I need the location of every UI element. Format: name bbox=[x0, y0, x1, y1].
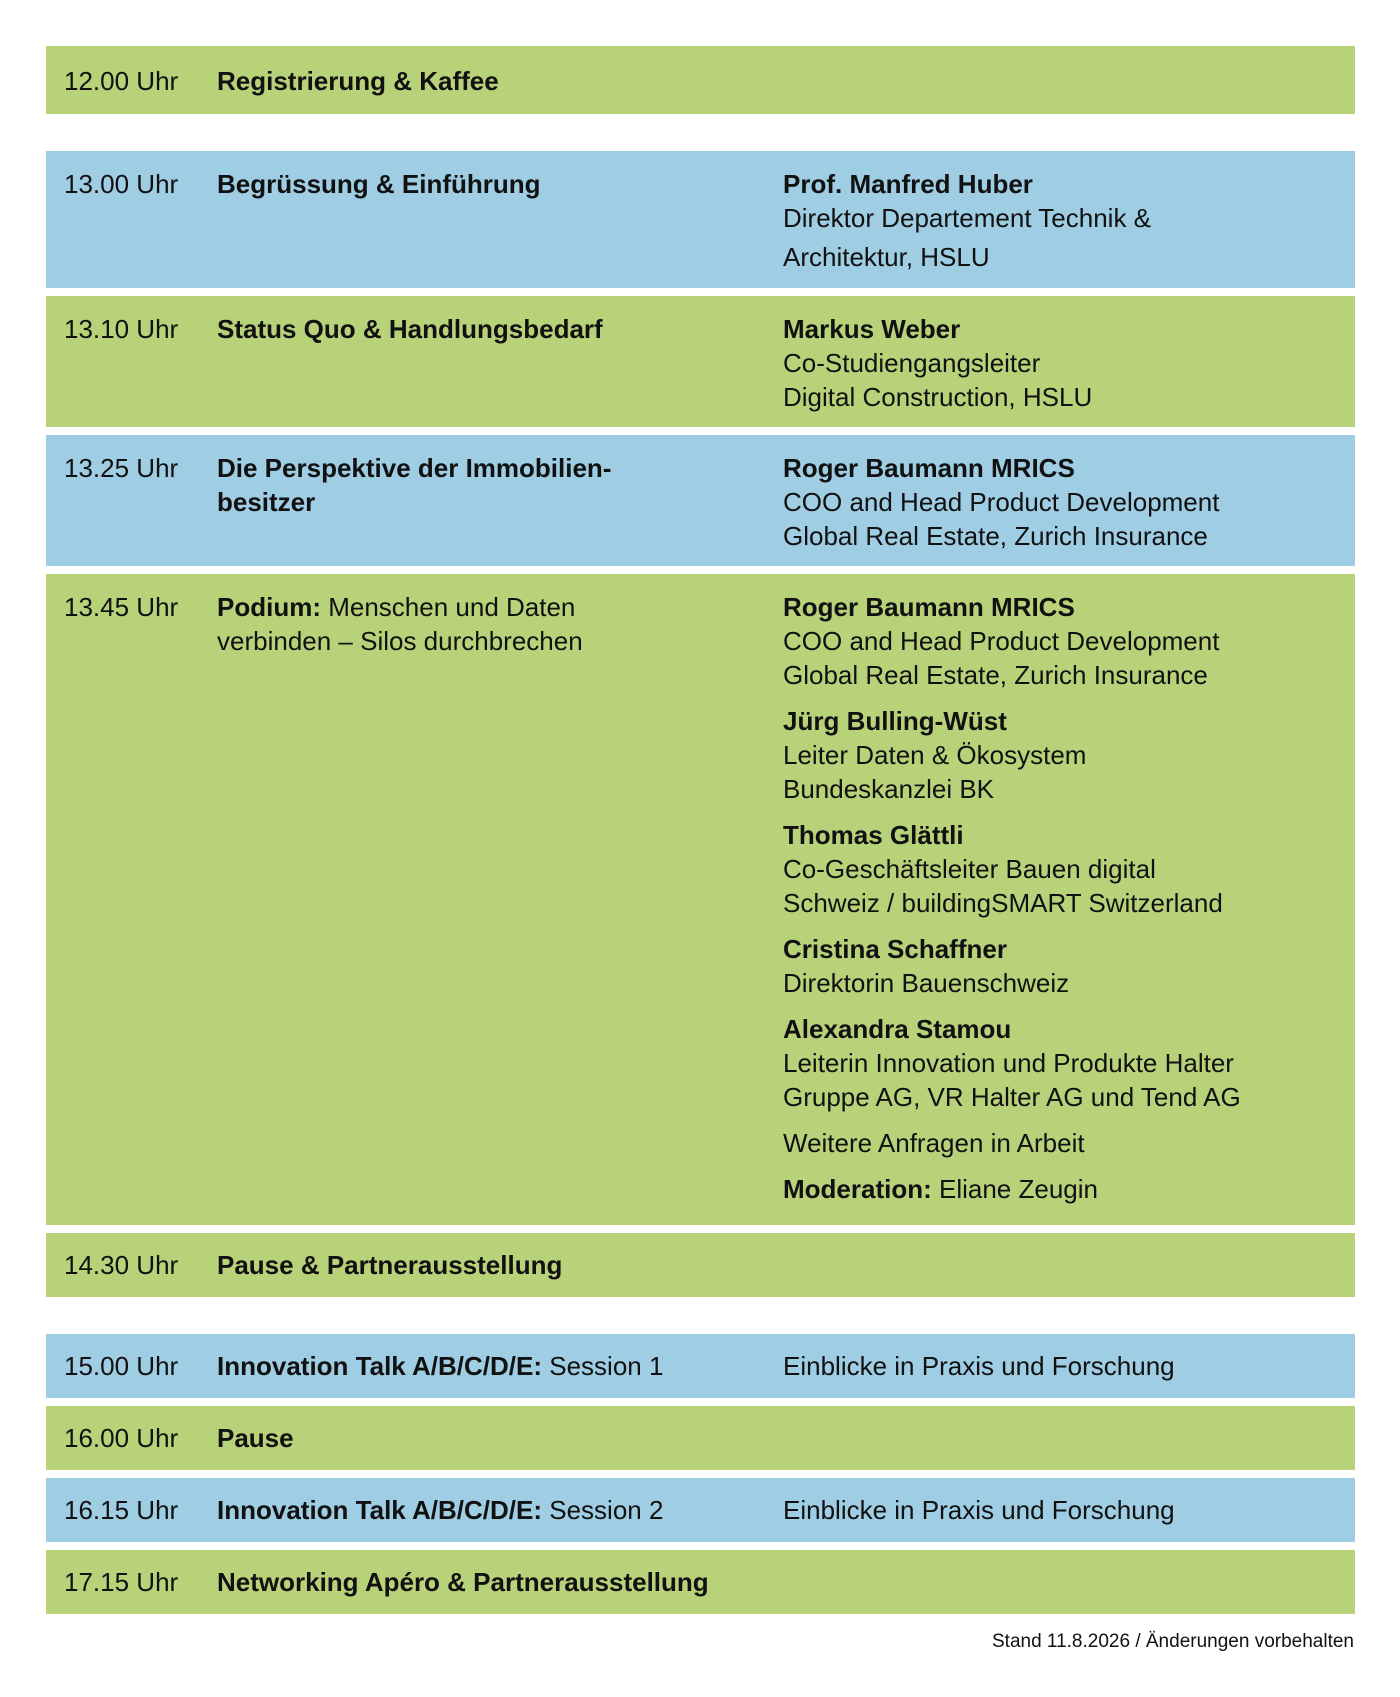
schedule-row bbox=[46, 1233, 1355, 1297]
speaker bbox=[783, 704, 1343, 806]
speaker-name: Roger Baumann MRICS bbox=[783, 592, 1075, 622]
row-title: Status Quo & Handlungsbedarf bbox=[217, 314, 603, 344]
row-time: 13.00 Uhr bbox=[64, 169, 179, 199]
schedule-row bbox=[46, 1406, 1355, 1470]
schedule-row bbox=[46, 296, 1355, 427]
row-title: Begrüssung & Einführung bbox=[217, 169, 541, 199]
row-title: Pause bbox=[217, 1423, 294, 1453]
speaker bbox=[783, 590, 1343, 692]
further-requests-note: Weitere Anfragen in Arbeit bbox=[783, 1128, 1085, 1158]
schedule-row-podium bbox=[46, 574, 1355, 1225]
row-title: Die Perspektive der Immobilien- besitzer bbox=[217, 453, 612, 517]
speaker bbox=[783, 167, 1343, 274]
speaker-role: Co-Studiengangsleiter bbox=[783, 348, 1041, 378]
moderation-name: Eliane Zeugin bbox=[931, 1174, 1098, 1204]
speaker bbox=[783, 1012, 1343, 1114]
schedule-row bbox=[46, 1478, 1355, 1542]
row-time: 16.15 Uhr bbox=[64, 1495, 179, 1525]
schedule-row bbox=[46, 46, 1355, 114]
row-title-bold: Innovation Talk A/B/C/D/E: bbox=[217, 1351, 543, 1381]
speaker-name: Prof. Manfred Huber bbox=[783, 169, 1033, 199]
schedule-row bbox=[46, 435, 1355, 566]
row-title-rest: Session 1 bbox=[542, 1351, 664, 1381]
speaker-list bbox=[783, 451, 1343, 565]
speaker-affiliation: Architektur, HSLU bbox=[783, 242, 990, 272]
row-time: 12.00 Uhr bbox=[64, 66, 179, 96]
speaker-affiliation: Bundeskanzlei BK bbox=[783, 774, 995, 804]
speaker-name: Markus Weber bbox=[783, 314, 961, 344]
speaker bbox=[783, 451, 1343, 553]
schedule-row bbox=[46, 1550, 1355, 1614]
speaker-note bbox=[783, 1126, 1343, 1160]
speaker-role: Direktorin Bauenschweiz bbox=[783, 968, 1070, 998]
speaker-name: Jürg Bulling-Wüst bbox=[783, 706, 1007, 736]
speaker bbox=[783, 932, 1343, 1000]
speaker-role: Leiterin Innovation und Produkte Halter bbox=[783, 1048, 1234, 1078]
schedule-row bbox=[46, 151, 1355, 288]
speaker-role: Co-Geschäftsleiter Bauen digital bbox=[783, 854, 1156, 884]
row-time: 14.30 Uhr bbox=[64, 1250, 179, 1280]
speaker-name: Roger Baumann MRICS bbox=[783, 453, 1075, 483]
row-title-bold: Innovation Talk A/B/C/D/E: bbox=[217, 1495, 543, 1525]
speaker-role: Direktor Departement Technik & bbox=[783, 203, 1152, 233]
row-title-rest: Session 2 bbox=[542, 1495, 664, 1525]
schedule-row bbox=[46, 1334, 1355, 1398]
speaker-name: Alexandra Stamou bbox=[783, 1014, 1012, 1044]
moderation bbox=[783, 1172, 1343, 1206]
row-title: Pause & Partnerausstellung bbox=[217, 1250, 563, 1280]
row-title: Registrierung & Kaffee bbox=[217, 66, 499, 96]
row-title-rest: Menschen und Daten verbinden – Silos durchbrechen bbox=[217, 592, 583, 656]
speaker bbox=[783, 818, 1343, 920]
row-description: Einblicke in Praxis und Forschung bbox=[783, 1495, 1175, 1525]
speaker-name: Thomas Glättli bbox=[783, 820, 964, 850]
speaker-affiliation: Gruppe AG, VR Halter AG und Tend AG bbox=[783, 1082, 1241, 1112]
row-title: Networking Apéro & Partnerausstellung bbox=[217, 1567, 709, 1597]
speaker-role: Leiter Daten & Ökosystem bbox=[783, 740, 1087, 770]
row-time: 13.45 Uhr bbox=[64, 592, 179, 622]
row-title-bold: Podium: bbox=[217, 592, 321, 622]
speaker bbox=[783, 312, 1343, 414]
row-time: 13.25 Uhr bbox=[64, 453, 179, 483]
speaker-role: COO and Head Product Development bbox=[783, 487, 1220, 517]
speaker-list bbox=[783, 590, 1343, 1218]
speaker-affiliation: Global Real Estate, Zurich Insurance bbox=[783, 521, 1208, 551]
row-title bbox=[217, 590, 647, 658]
speaker-name: Cristina Schaffner bbox=[783, 934, 1007, 964]
speaker-list bbox=[783, 167, 1343, 286]
footer-note: Stand 11.8.2026 / Änderungen vorbehalten bbox=[992, 1631, 1354, 1652]
row-time: 16.00 Uhr bbox=[64, 1423, 179, 1453]
speaker-list bbox=[783, 312, 1343, 426]
speaker-affiliation: Global Real Estate, Zurich Insurance bbox=[783, 660, 1208, 690]
speaker-affiliation: Schweiz / buildingSMART Switzerland bbox=[783, 888, 1223, 918]
row-title bbox=[217, 1493, 737, 1527]
row-title bbox=[217, 1349, 737, 1383]
speaker-affiliation: Digital Construction, HSLU bbox=[783, 382, 1093, 412]
row-time: 17.15 Uhr bbox=[64, 1567, 179, 1597]
row-description: Einblicke in Praxis und Forschung bbox=[783, 1351, 1175, 1381]
speaker-role: COO and Head Product Development bbox=[783, 626, 1220, 656]
row-time: 13.10 Uhr bbox=[64, 314, 179, 344]
row-time: 15.00 Uhr bbox=[64, 1351, 179, 1381]
moderation-label: Moderation: bbox=[783, 1174, 932, 1204]
